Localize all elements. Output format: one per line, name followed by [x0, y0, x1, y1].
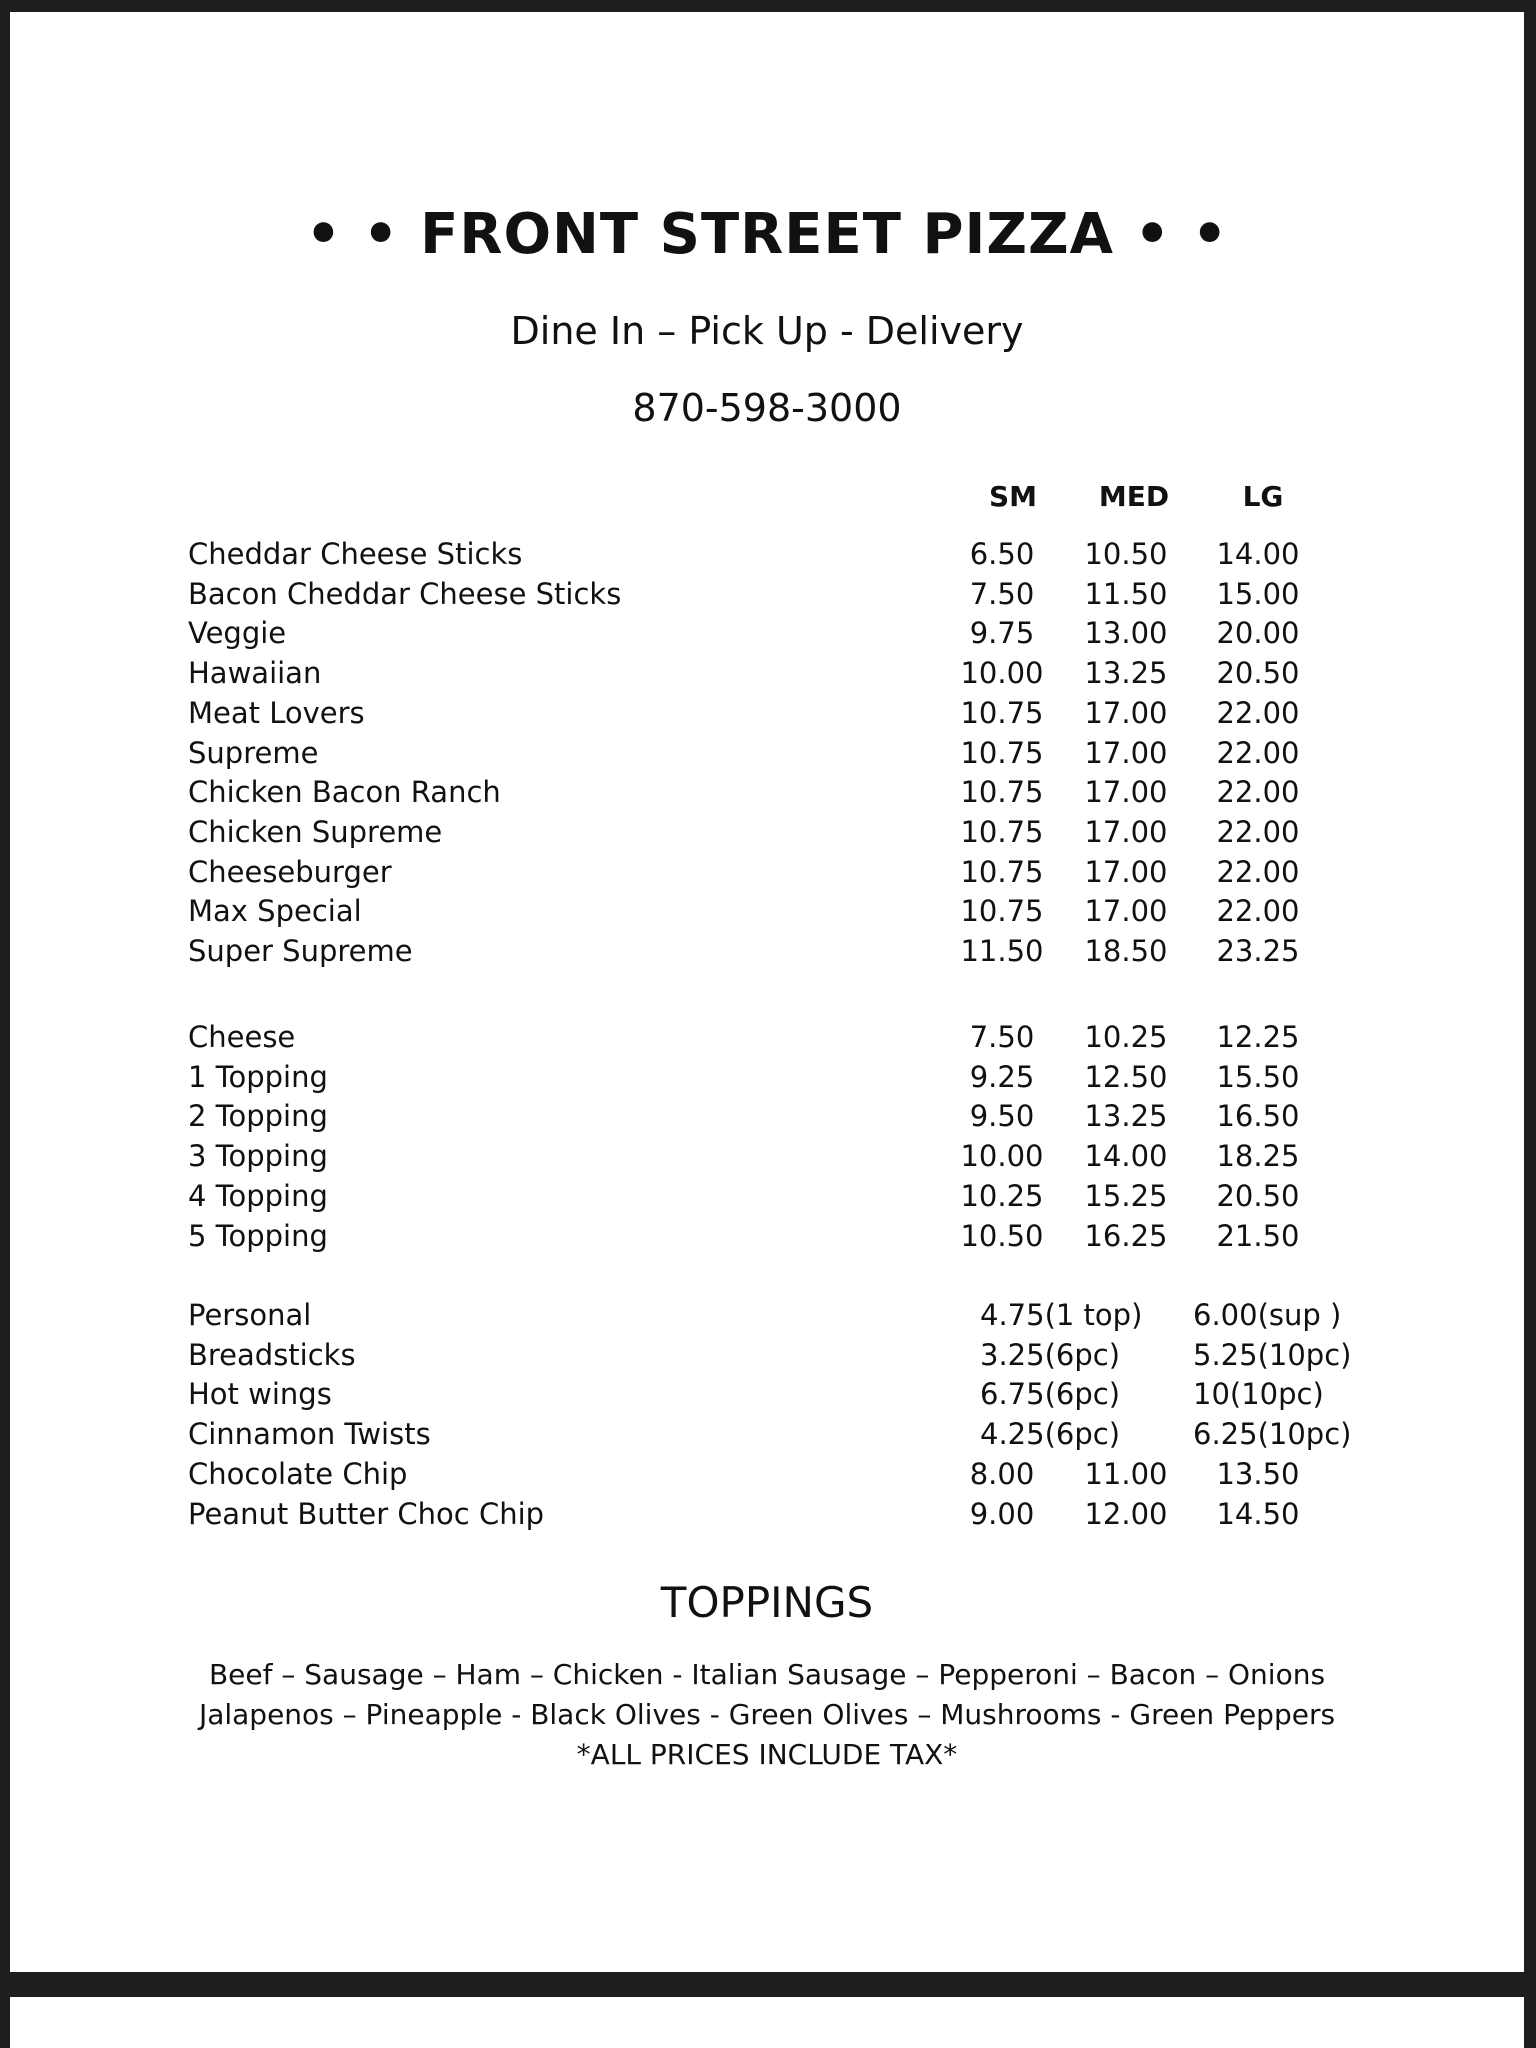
price-option-1: 3.25(6pc)	[980, 1337, 1121, 1372]
price-sm: 10.25	[960, 1178, 1044, 1213]
item-name: Hawaiian	[188, 656, 322, 691]
price-sm: 10.75	[960, 695, 1044, 730]
item-name: Meat Lovers	[188, 695, 365, 730]
item-name: 1 Topping	[188, 1059, 328, 1094]
price-med: 18.50	[1084, 934, 1168, 968]
price-med: 11.00	[1084, 1456, 1168, 1491]
item-name: Cheddar Cheese Sticks	[188, 537, 523, 571]
side-item-row	[10, 1414, 1524, 1454]
build-your-own-row	[10, 1017, 1524, 1057]
price-lg: 15.50	[1216, 1059, 1300, 1094]
price-option-1: 6.75(6pc)	[980, 1377, 1121, 1412]
item-name: 4 Topping	[188, 1178, 328, 1213]
price-sm: 10.75	[960, 894, 1044, 929]
price-med: 17.00	[1084, 695, 1168, 730]
item-name: Veggie	[188, 616, 287, 651]
toppings-list-line-2: Jalapenos – Pineapple - Black Olives - Green Olives – Mushrooms - Green Peppers	[198, 1698, 1336, 1731]
specialty-item-row	[10, 931, 1524, 971]
build-your-own-row	[10, 1216, 1524, 1256]
price-sm: 9.25	[969, 1059, 1035, 1094]
price-sm: 11.50	[960, 934, 1044, 968]
toppings-list-line-1: Beef – Sausage – Ham – Chicken - Italian Sausage – Pepperoni – Bacon – Onions	[208, 1658, 1326, 1691]
price-med: 15.25	[1084, 1178, 1168, 1213]
specialty-item-row	[10, 693, 1524, 733]
price-med: 17.00	[1084, 775, 1168, 810]
next-page-edge	[10, 1997, 1524, 2048]
price-sm: 10.75	[960, 775, 1044, 810]
price-med: 16.25	[1084, 1218, 1168, 1253]
price-option-2: 6.00(sup )	[1193, 1298, 1342, 1332]
price-sm: 9.75	[969, 616, 1035, 651]
side-item-row	[10, 1335, 1524, 1375]
item-name: Cheese	[188, 1020, 296, 1054]
price-lg: 21.50	[1216, 1218, 1300, 1253]
price-sm: 10.00	[960, 656, 1044, 691]
item-name: Hot wings	[188, 1377, 332, 1412]
price-lg: 22.00	[1216, 814, 1300, 849]
price-sm: 8.00	[969, 1456, 1035, 1491]
column-header-lg: LG	[1242, 480, 1284, 513]
item-name: Chocolate Chip	[188, 1456, 408, 1491]
price-med: 11.50	[1084, 576, 1168, 611]
price-med: 10.50	[1084, 537, 1168, 571]
price-med: 17.00	[1084, 894, 1168, 929]
item-name: Chicken Bacon Ranch	[188, 775, 501, 810]
price-sm: 7.50	[969, 576, 1035, 611]
price-med: 12.00	[1084, 1496, 1168, 1531]
specialty-item-row	[10, 852, 1524, 892]
build-your-own-row	[10, 1176, 1524, 1216]
menu-page	[10, 12, 1524, 1972]
item-name: Chicken Supreme	[188, 814, 443, 849]
price-sm: 10.75	[960, 814, 1044, 849]
item-name: Max Special	[188, 894, 362, 929]
price-lg: 22.00	[1216, 695, 1300, 730]
toppings-heading: TOPPINGS	[660, 1578, 874, 1627]
price-sm: 6.50	[969, 537, 1035, 571]
price-lg: 20.50	[1216, 656, 1300, 691]
specialty-item-row	[10, 772, 1524, 812]
price-lg: 22.00	[1216, 854, 1300, 889]
item-name: 3 Topping	[188, 1139, 328, 1174]
price-sm: 10.75	[960, 735, 1044, 770]
price-sm: 9.50	[969, 1099, 1035, 1134]
price-lg: 16.50	[1216, 1099, 1300, 1134]
price-lg: 18.25	[1216, 1139, 1300, 1174]
side-item-row	[10, 1295, 1524, 1335]
price-lg: 14.50	[1216, 1496, 1300, 1531]
cookie-item-row	[10, 1454, 1524, 1494]
column-header-med: MED	[1098, 480, 1170, 513]
price-med: 10.25	[1084, 1020, 1168, 1054]
price-lg: 22.00	[1216, 775, 1300, 810]
price-lg: 13.50	[1216, 1456, 1300, 1491]
item-name: Personal	[188, 1298, 312, 1332]
price-sm: 9.00	[969, 1496, 1035, 1531]
item-name: Cinnamon Twists	[188, 1417, 431, 1452]
price-lg: 20.50	[1216, 1178, 1300, 1213]
build-your-own-row	[10, 1136, 1524, 1176]
side-item-row	[10, 1374, 1524, 1414]
build-your-own-row	[10, 1096, 1524, 1136]
build-your-own-row	[10, 1057, 1524, 1097]
specialty-item-row	[10, 534, 1524, 574]
price-sm: 10.75	[960, 854, 1044, 889]
price-sm: 7.50	[969, 1020, 1035, 1054]
specialty-item-row	[10, 613, 1524, 653]
specialty-item-row	[10, 574, 1524, 614]
price-med: 13.25	[1084, 656, 1168, 691]
service-options: Dine In – Pick Up - Delivery	[510, 309, 1024, 353]
specialty-item-row	[10, 812, 1524, 852]
price-med: 17.00	[1084, 854, 1168, 889]
price-lg: 22.00	[1216, 735, 1300, 770]
specialty-item-row	[10, 733, 1524, 773]
phone-number: 870-598-3000	[632, 386, 902, 430]
tax-note: *ALL PRICES INCLUDE TAX*	[576, 1738, 958, 1771]
item-name: Supreme	[188, 735, 319, 770]
price-lg: 15.00	[1216, 576, 1300, 611]
item-name: Super Supreme	[188, 934, 413, 968]
price-lg: 20.00	[1216, 616, 1300, 651]
specialty-item-row	[10, 891, 1524, 931]
price-med: 12.50	[1084, 1059, 1168, 1094]
item-name: 2 Topping	[188, 1099, 328, 1134]
column-header-sm: SM	[988, 480, 1038, 513]
price-sm: 10.50	[960, 1218, 1044, 1253]
price-option-1: 4.25(6pc)	[980, 1417, 1121, 1452]
price-option-2: 5.25(10pc)	[1193, 1337, 1352, 1372]
item-name: Peanut Butter Choc Chip	[188, 1496, 545, 1531]
price-option-2: 6.25(10pc)	[1193, 1417, 1352, 1452]
price-option-1: 4.75(1 top)	[980, 1298, 1143, 1332]
item-name: Cheeseburger	[188, 854, 392, 889]
price-med: 14.00	[1084, 1139, 1168, 1174]
price-med: 17.00	[1084, 735, 1168, 770]
restaurant-title: • • FRONT STREET PIZZA • •	[305, 202, 1229, 267]
price-lg: 14.00	[1216, 537, 1300, 571]
price-med: 13.25	[1084, 1099, 1168, 1134]
price-option-2: 10(10pc)	[1193, 1377, 1324, 1412]
price-med: 17.00	[1084, 814, 1168, 849]
cookie-item-row	[10, 1494, 1524, 1534]
price-sm: 10.00	[960, 1139, 1044, 1174]
price-lg: 23.25	[1216, 934, 1300, 968]
price-lg: 22.00	[1216, 894, 1300, 929]
price-med: 13.00	[1084, 616, 1168, 651]
item-name: 5 Topping	[188, 1218, 328, 1253]
item-name: Breadsticks	[188, 1337, 356, 1372]
item-name: Bacon Cheddar Cheese Sticks	[188, 576, 622, 611]
specialty-item-row	[10, 653, 1524, 693]
price-lg: 12.25	[1216, 1020, 1300, 1054]
